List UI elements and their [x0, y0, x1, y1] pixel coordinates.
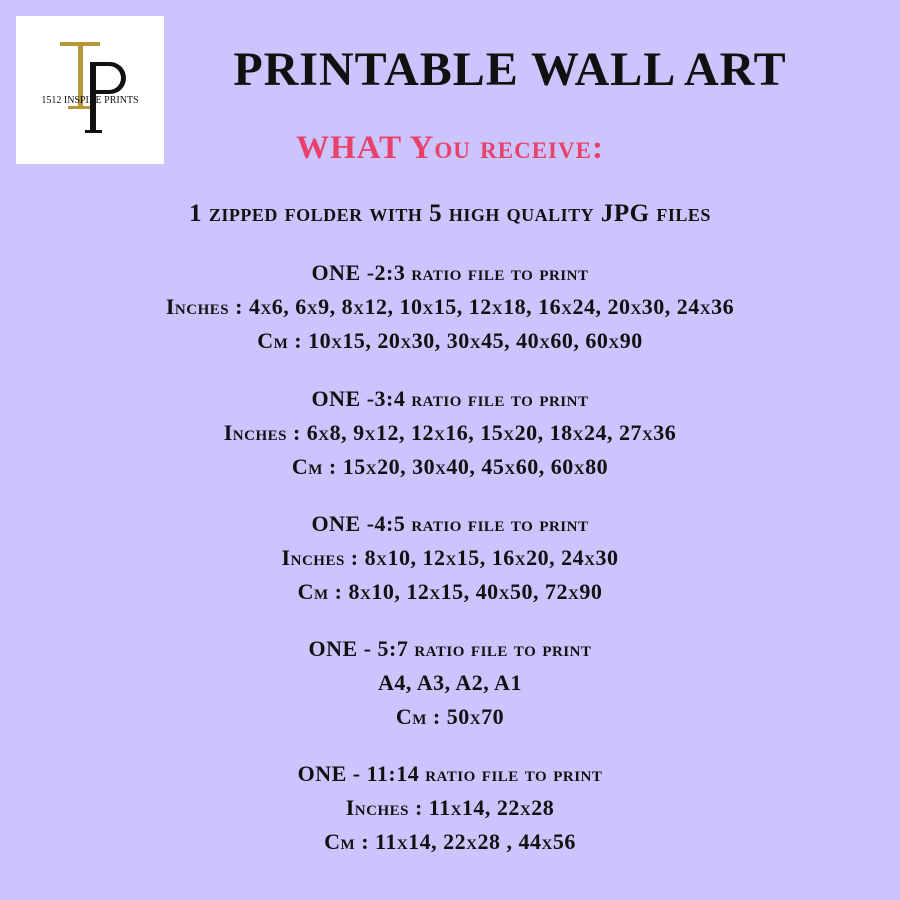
ratio-cm: Cm : 50x70	[395, 704, 505, 729]
logo	[16, 16, 164, 164]
ratio-cm: Cm : 10x15, 20x30, 30x45, 40x60, 60x90	[257, 328, 643, 353]
ratio-sizes: A4, A3, A2, A1	[378, 670, 522, 695]
ratio-heading: ONE -3:4 ratio file to print	[311, 386, 589, 411]
ratio-cm: Cm : 8x10, 12x15, 40x50, 72x90	[297, 579, 603, 604]
logo-text: 1512 INSPIRE PRINTS	[41, 95, 139, 106]
ratio-heading: ONE -2:3 ratio file to print	[311, 260, 589, 285]
ratio-inches: Inches : 6x8, 9x12, 12x16, 15x20, 18x24, 27x36	[223, 420, 677, 445]
ratio-heading: ONE - 11:14 ratio file to print	[297, 761, 603, 786]
ratio-inches: Inches : 11x14, 22x28	[345, 795, 555, 820]
intro-text: 1 zipped folder with 5 high quality JPG files	[189, 200, 711, 227]
ratio-block-4-5	[0, 507, 900, 609]
ratio-heading: ONE - 5:7 ratio file to print	[308, 636, 592, 661]
ratio-block-5-7	[0, 632, 900, 734]
logo-monogram-icon	[16, 16, 164, 164]
ratio-cm: Cm : 11x14, 22x28 , 44x56	[324, 829, 576, 854]
ratio-heading: ONE -4:5 ratio file to print	[311, 511, 589, 536]
ratio-block-11-14	[0, 757, 900, 859]
ratio-inches: Inches : 4x6, 6x9, 8x12, 10x15, 12x18, 16x24, 20x30, 24x36	[165, 294, 735, 319]
ratio-cm: Cm : 15x20, 30x40, 45x60, 60x80	[291, 454, 609, 479]
subtitle: WHAT You receive:	[296, 130, 604, 166]
page-title: PRINTABLE WALL ART	[233, 43, 787, 96]
ratio-block-3-4	[0, 382, 900, 484]
ratio-block-2-3	[0, 256, 900, 358]
ratio-inches: Inches : 8x10, 12x15, 16x20, 24x30	[281, 545, 619, 570]
